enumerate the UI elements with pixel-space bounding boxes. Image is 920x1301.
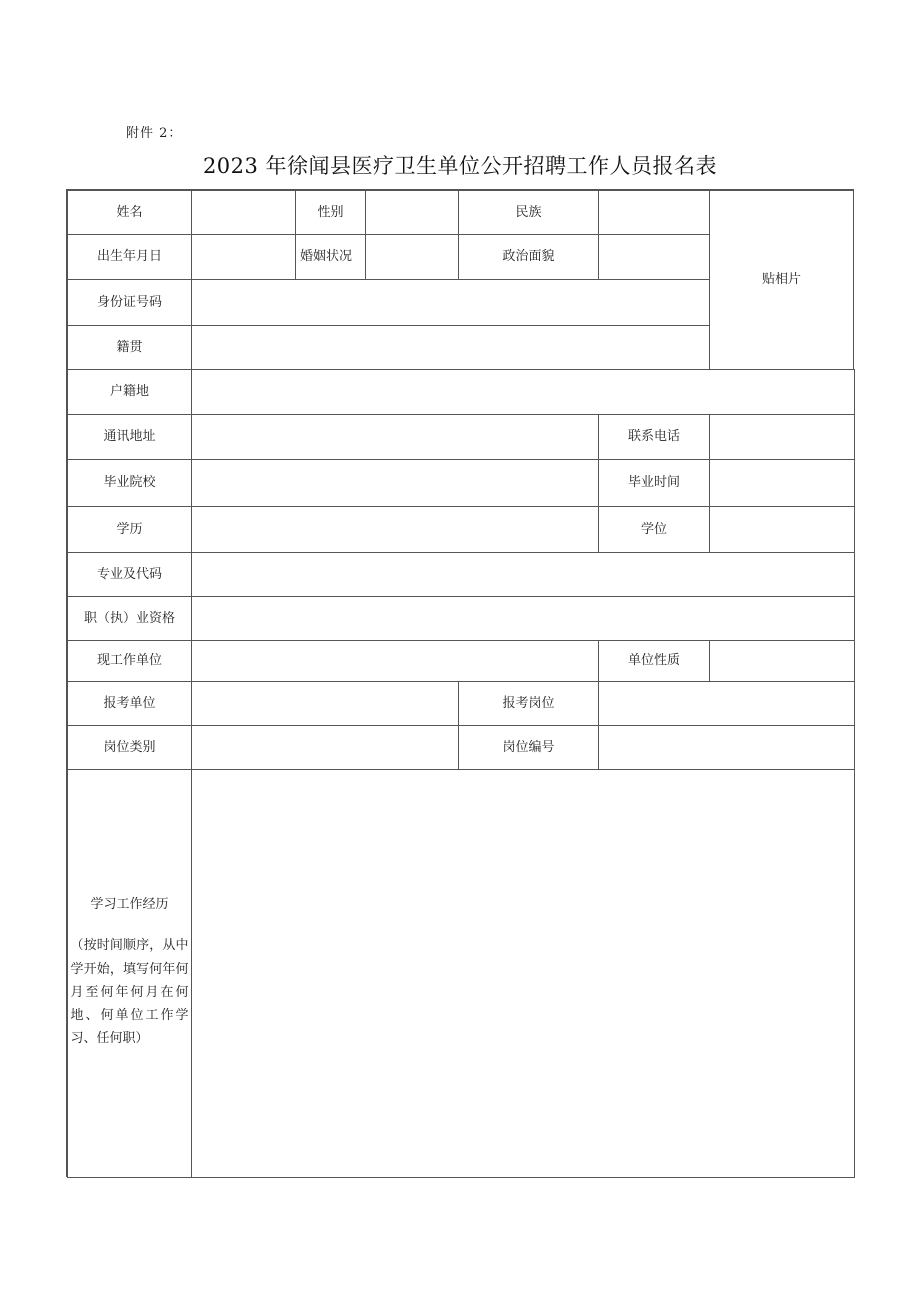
- marital-label: 婚姻状况: [295, 234, 366, 280]
- address-field[interactable]: [191, 414, 599, 460]
- employer-type-field[interactable]: [709, 640, 855, 682]
- employer-field[interactable]: [191, 640, 599, 682]
- grad-time-label: 毕业时间: [598, 459, 710, 507]
- idcard-field[interactable]: [191, 279, 710, 326]
- marital-field[interactable]: [365, 234, 459, 280]
- native-place-label: 籍贯: [67, 325, 192, 370]
- experience-label: 学习工作经历: [90, 896, 169, 912]
- page-title: 2023 年徐闻县医疗卫生单位公开招聘工作人员报名表: [202, 154, 718, 178]
- address-label: 通讯地址: [67, 414, 192, 460]
- education-field[interactable]: [191, 506, 599, 553]
- name-label: 姓名: [67, 190, 192, 235]
- school-label: 毕业院校: [67, 459, 192, 507]
- ethnicity-field[interactable]: [598, 190, 710, 235]
- political-label: 政治面貌: [458, 234, 599, 280]
- employer-label: 现工作单位: [67, 640, 192, 682]
- education-label: 学历: [67, 506, 192, 553]
- post-code-field[interactable]: [598, 725, 855, 770]
- apply-post-label: 报考岗位: [458, 681, 599, 726]
- experience-label-cell: [67, 769, 192, 1178]
- apply-post-field[interactable]: [598, 681, 855, 726]
- registration-form: [66, 189, 854, 1177]
- household-label: 户籍地: [67, 369, 192, 415]
- major-label: 专业及代码: [67, 552, 192, 597]
- ethnicity-label: 民族: [458, 190, 599, 235]
- household-field[interactable]: [191, 369, 855, 415]
- experience-field[interactable]: [191, 769, 855, 1178]
- apply-unit-label: 报考单位: [67, 681, 192, 726]
- qualification-field[interactable]: [191, 596, 855, 641]
- political-field[interactable]: [598, 234, 710, 280]
- grad-time-field[interactable]: [709, 459, 855, 507]
- degree-field[interactable]: [709, 506, 855, 553]
- native-place-field[interactable]: [191, 325, 710, 370]
- gender-field[interactable]: [365, 190, 459, 235]
- attachment-label: 附件 2：: [126, 126, 183, 141]
- post-category-label: 岗位类别: [67, 725, 192, 770]
- post-category-field[interactable]: [191, 725, 459, 770]
- birth-label: 出生年月日: [67, 234, 192, 280]
- degree-label: 学位: [598, 506, 710, 553]
- school-field[interactable]: [191, 459, 599, 507]
- experience-note: （按时间顺序，从中学开始，填写何年何月至何年何月在何地、何单位工作学习、任何职）: [70, 938, 189, 1046]
- phone-label: 联系电话: [598, 414, 710, 460]
- phone-field[interactable]: [709, 414, 855, 460]
- major-field[interactable]: [191, 552, 855, 597]
- name-field[interactable]: [191, 190, 296, 235]
- birth-field[interactable]: [191, 234, 296, 280]
- qualification-label: 职（执）业资格: [67, 596, 192, 641]
- gender-label: 性别: [295, 190, 366, 235]
- apply-unit-field[interactable]: [191, 681, 459, 726]
- post-code-label: 岗位编号: [458, 725, 599, 770]
- idcard-label: 身份证号码: [67, 279, 192, 326]
- employer-type-label: 单位性质: [598, 640, 710, 682]
- photo-box[interactable]: 贴相片: [709, 190, 854, 370]
